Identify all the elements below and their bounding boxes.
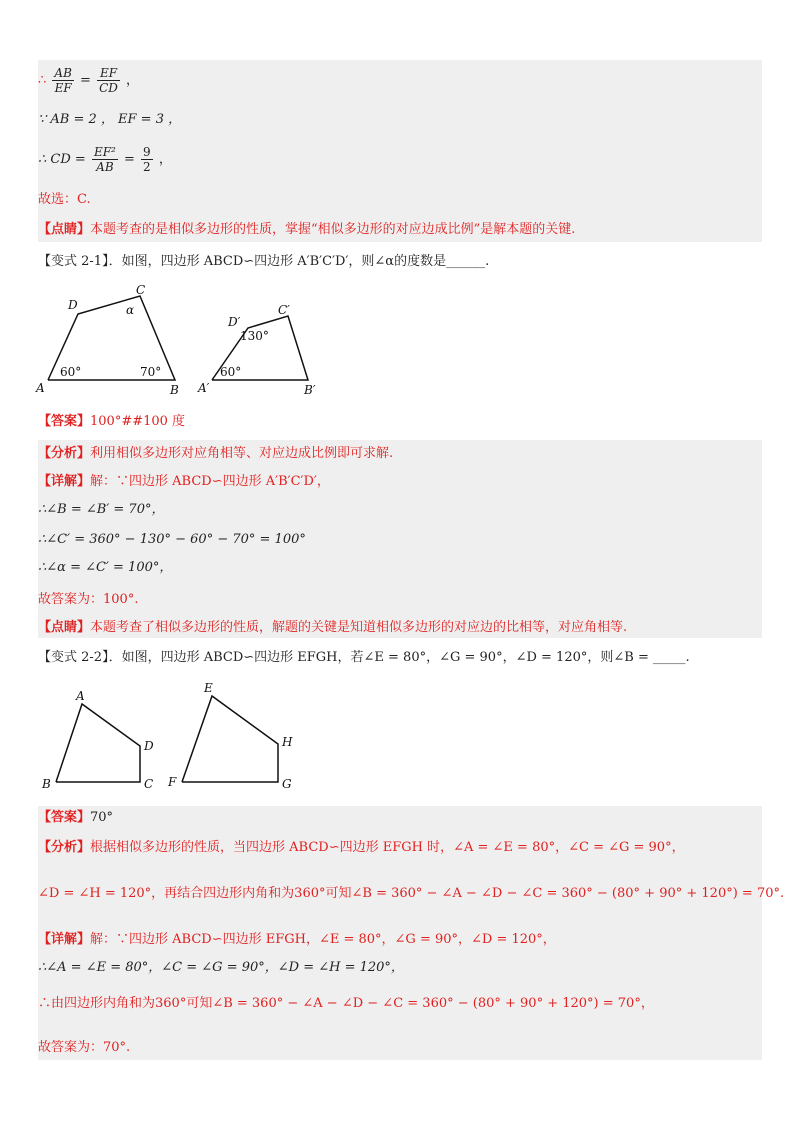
quad-abcd-2 (56, 704, 140, 782)
angle-d1-130: 130° (240, 329, 269, 343)
variant-2-2-label: 【变式 2-2】 (38, 650, 109, 665)
variant-2-1-question: 【变式 2-1】．如图，四边形 ABCD∽四边形 A′B′C′D′，则∠α的度数是______. (38, 254, 490, 269)
therefore-symbol: ∴ (38, 73, 47, 88)
variant-2-2-detail: 【详解】解：∵四边形 ABCD∽四边形 EFGH，∠E = 80°，∠G = 90°，∠D = 120°， (38, 932, 556, 947)
fraction-ef-cd: $\frac{EF}{CD}$ (99, 66, 118, 95)
variant-2-2-analysis: 【分析】根据相似多边形的性质，当四边形 ABCD∽四边形 EFGH 时，∠A = ∠E = 80°，∠C = ∠G = 90°， (38, 840, 685, 855)
label-h: H (282, 735, 293, 749)
fraction-ab-ef: $\frac{AB}{EF}$ (54, 66, 72, 95)
label-d-2: D (144, 739, 154, 753)
comment-line-1: 【点睛】本题考查的是相似多边形的性质，掌握“相似多边形的对应边成比例”是解本题的关键. (38, 222, 576, 237)
label-d1: D′ (228, 315, 241, 329)
figure-2-1 (30, 282, 350, 400)
label-e: E (204, 681, 213, 695)
label-alpha: α (126, 303, 135, 317)
fraction-ef2-ab: $\frac{\text{EF²}}{AB}$ (93, 145, 116, 174)
given-values-line: ∵ AB = 2 ， EF = 3 ， (38, 112, 182, 127)
label-a: A (36, 381, 45, 395)
label-a1: A′ (198, 381, 210, 395)
variant-2-2-answer: 【答案】70° (38, 810, 114, 825)
label-b-2: B (42, 777, 51, 791)
choice-line: 故选：C. (38, 192, 91, 207)
label-a-2: A (76, 689, 85, 703)
label-b1: B′ (304, 383, 316, 397)
variant-2-1-step1: ∴∠B = ∠B′ = 70°， (38, 502, 165, 517)
variant-2-2-step2: ∴由四边形内角和为360°可知∠B = 360° − ∠A − ∠D − ∠C = 360° − (80° + 90° + 120°) = 70°， (38, 996, 654, 1011)
variant-2-1-final: 故答案为：100°. (38, 592, 139, 607)
variant-2-1-answer: 【答案】100°##100 度 (38, 414, 186, 429)
variant-2-2-step1: ∴∠A = ∠E = 80°，∠C = ∠G = 90°，∠D = ∠H = 120°， (38, 960, 404, 975)
variant-2-1-detail: 【详解】解：∵四边形 ABCD∽四边形 A′B′C′D′， (38, 474, 330, 489)
ratio-line: ∴ $\frac{AB}{EF}$ = $\frac{EF}{CD}$ ， (38, 66, 140, 95)
label-d: D (68, 298, 78, 312)
variant-2-1-comment: 【点睛】本题考查了相似多边形的性质，解题的关键是知道相似多边形的对应边的比相等，对应角相等. (38, 620, 628, 635)
label-g: G (282, 777, 292, 791)
fraction-9-2: $\frac{9}{2}$ (143, 145, 151, 174)
angle-a1-60: 60° (220, 365, 242, 379)
variant-2-2-final: 故答案为：70°. (38, 1040, 131, 1055)
angle-a-60: 60° (60, 365, 82, 379)
label-b: B (170, 383, 179, 397)
variant-2-1-step2: ∴∠C′ = 360° − 130° − 60° − 70° = 100° (38, 532, 306, 547)
variant-2-1-analysis: 【分析】利用相似多边形对应角相等、对应边成比例即可求解. (38, 446, 394, 461)
cd-result-line: ∴ CD = $\frac{\text{EF²}}{AB}$ = $\frac{9}{2}$ ， (38, 145, 172, 174)
variant-2-2-analysis-2: ∠D = ∠H = 120°，再结合四边形内角和为360°可知∠B = 360° − ∠A − ∠D − ∠C = 360° − (80° + 90° + 120°) = 70°. (38, 886, 785, 901)
variant-2-1-label: 【变式 2-1】 (38, 254, 109, 269)
figure-2-2 (30, 678, 310, 796)
label-c-2: C (144, 777, 154, 791)
label-c: C (136, 283, 146, 297)
label-c1: C′ (278, 303, 290, 317)
quad-efgh (182, 696, 278, 782)
label-f: F (168, 775, 177, 789)
variant-2-1-step3: ∴∠α = ∠C′ = 100°， (38, 560, 173, 575)
angle-b-70: 70° (140, 365, 162, 379)
variant-2-2-question: 【变式 2-2】．如图，四边形 ABCD∽四边形 EFGH，若∠E = 80°，∠G = 90°，∠D = 120°，则∠B = _____. (38, 650, 690, 665)
